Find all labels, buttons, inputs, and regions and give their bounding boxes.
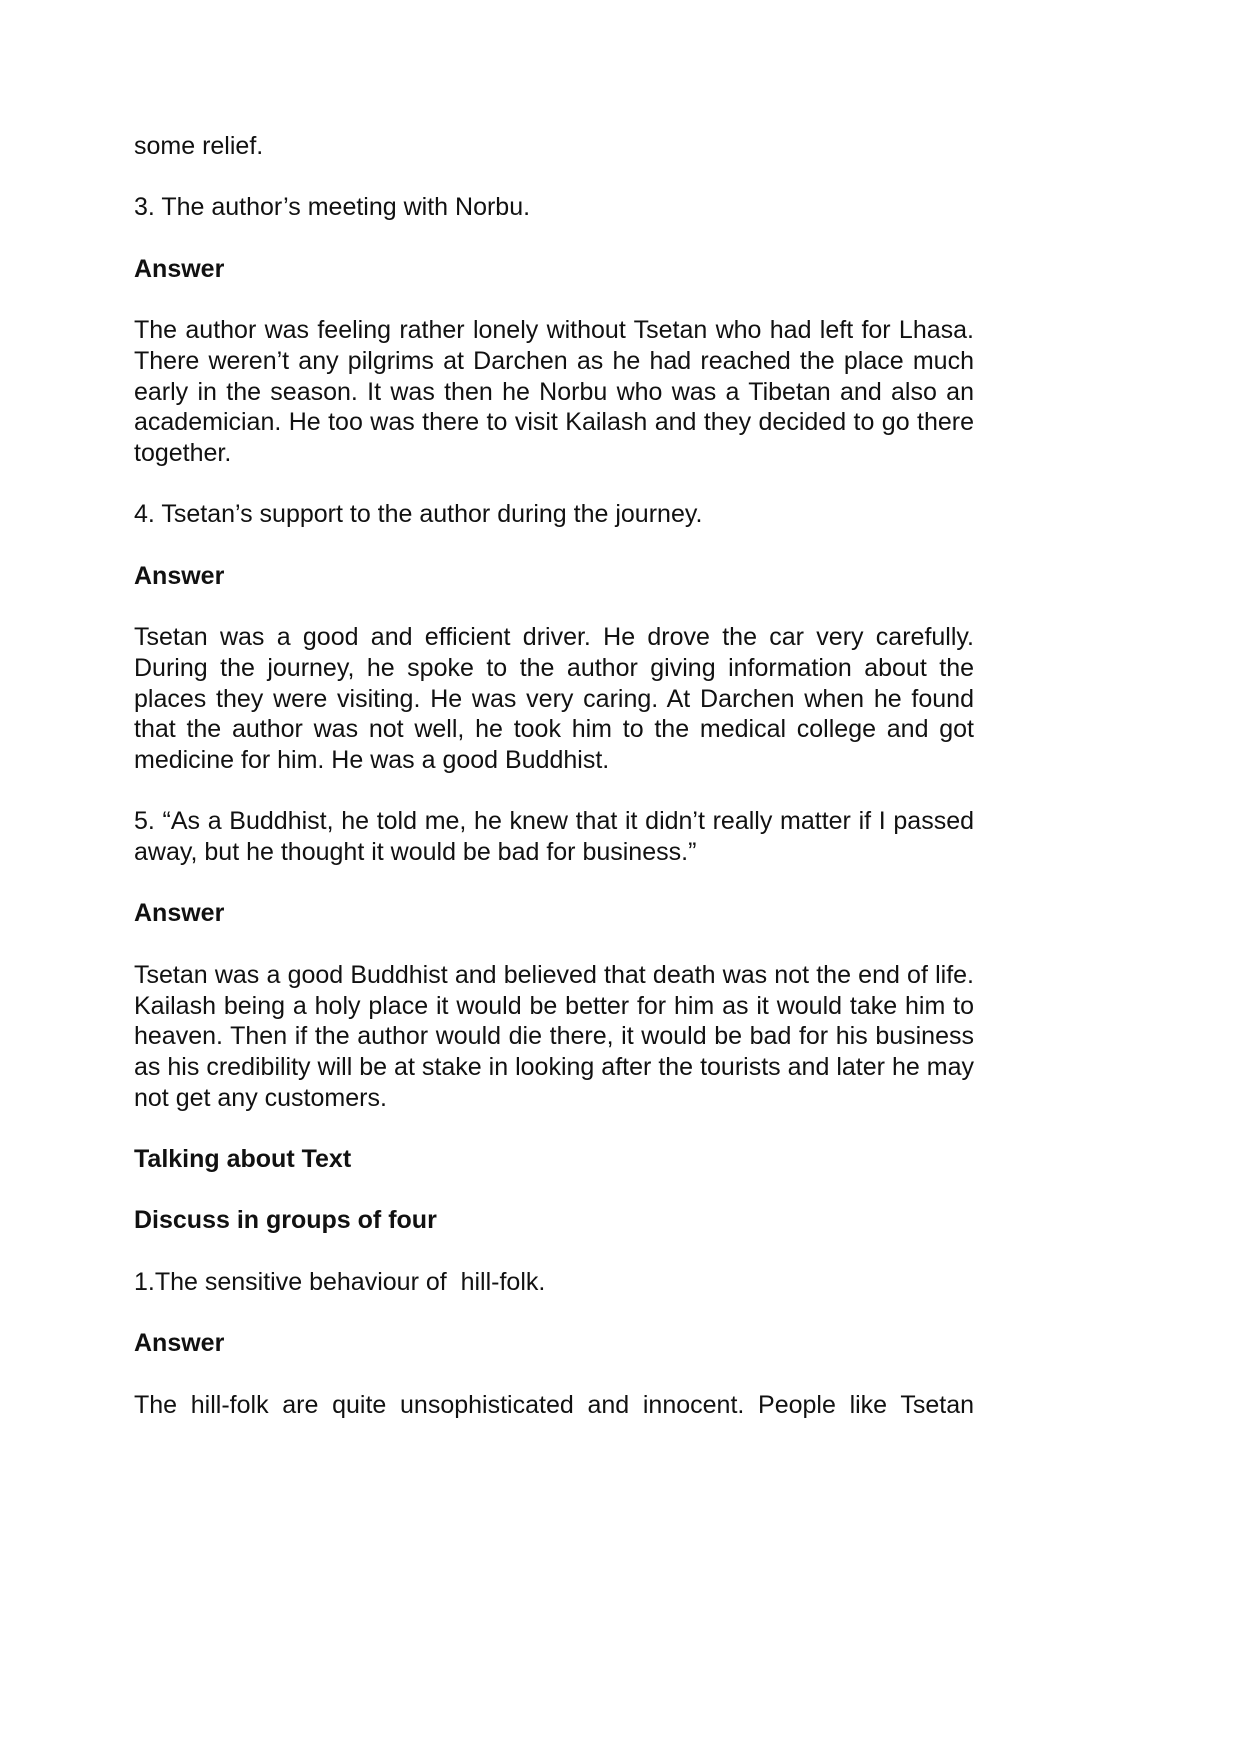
question-4: 4. Tsetan’s support to the author during the journey. <box>134 500 703 529</box>
answer-heading-5: Answer <box>134 899 225 928</box>
section-heading-talking-about-text: Talking about Text <box>134 1145 352 1174</box>
question-5: 5. “As a Buddhist, he told me, he knew that it didn’t really matter if I passed away, but he thought it would be bad for business.” <box>134 807 974 867</box>
answer-5-text: Tsetan was a good Buddhist and believed that death was not the end of life. Kailash being a holy place it would be better for him as it would take him to heaven. Then if the author would die there, it would be bad for his business as his credibility will be at stake in looking after the tourists and later he may not get any customers. <box>134 960 974 1112</box>
paragraph-continuation: some relief. <box>134 132 264 160</box>
answer-heading-3: Answer <box>134 254 225 283</box>
answer-4-text: Tsetan was a good and efficient driver. He drove the car very carefully. During the journey, he spoke to the author giving information about the places they were visiting. He was very caring. At Darchen when he found that the author was not well, he took him to the medical college and got medicine for him. He was a good Buddhist. <box>134 623 974 774</box>
answer-3-text: The author was feeling rather lonely without Tsetan who had left for Lhasa. There weren’t any pilgrims at Darchen as he had reached the place much early in the season. It was then he Norbu who was a Tibetan and also an academician. He too was there to visit Kailash and they decided to go there together. <box>134 316 974 467</box>
section-subheading-discuss: Discuss in groups of four <box>134 1206 437 1235</box>
answer-heading-discussion-1: Answer <box>134 1329 225 1358</box>
answer-discussion-1-text: The hill-folk are quite unsophisticated and innocent. People like Tsetan <box>134 1390 974 1419</box>
question-3: 3. The author’s meeting with Norbu. <box>134 193 531 222</box>
answer-heading-4: Answer <box>134 561 225 590</box>
document-page <box>134 131 974 1451</box>
discussion-question-1: 1.The sensitive behaviour of hill-folk. <box>134 1267 546 1296</box>
